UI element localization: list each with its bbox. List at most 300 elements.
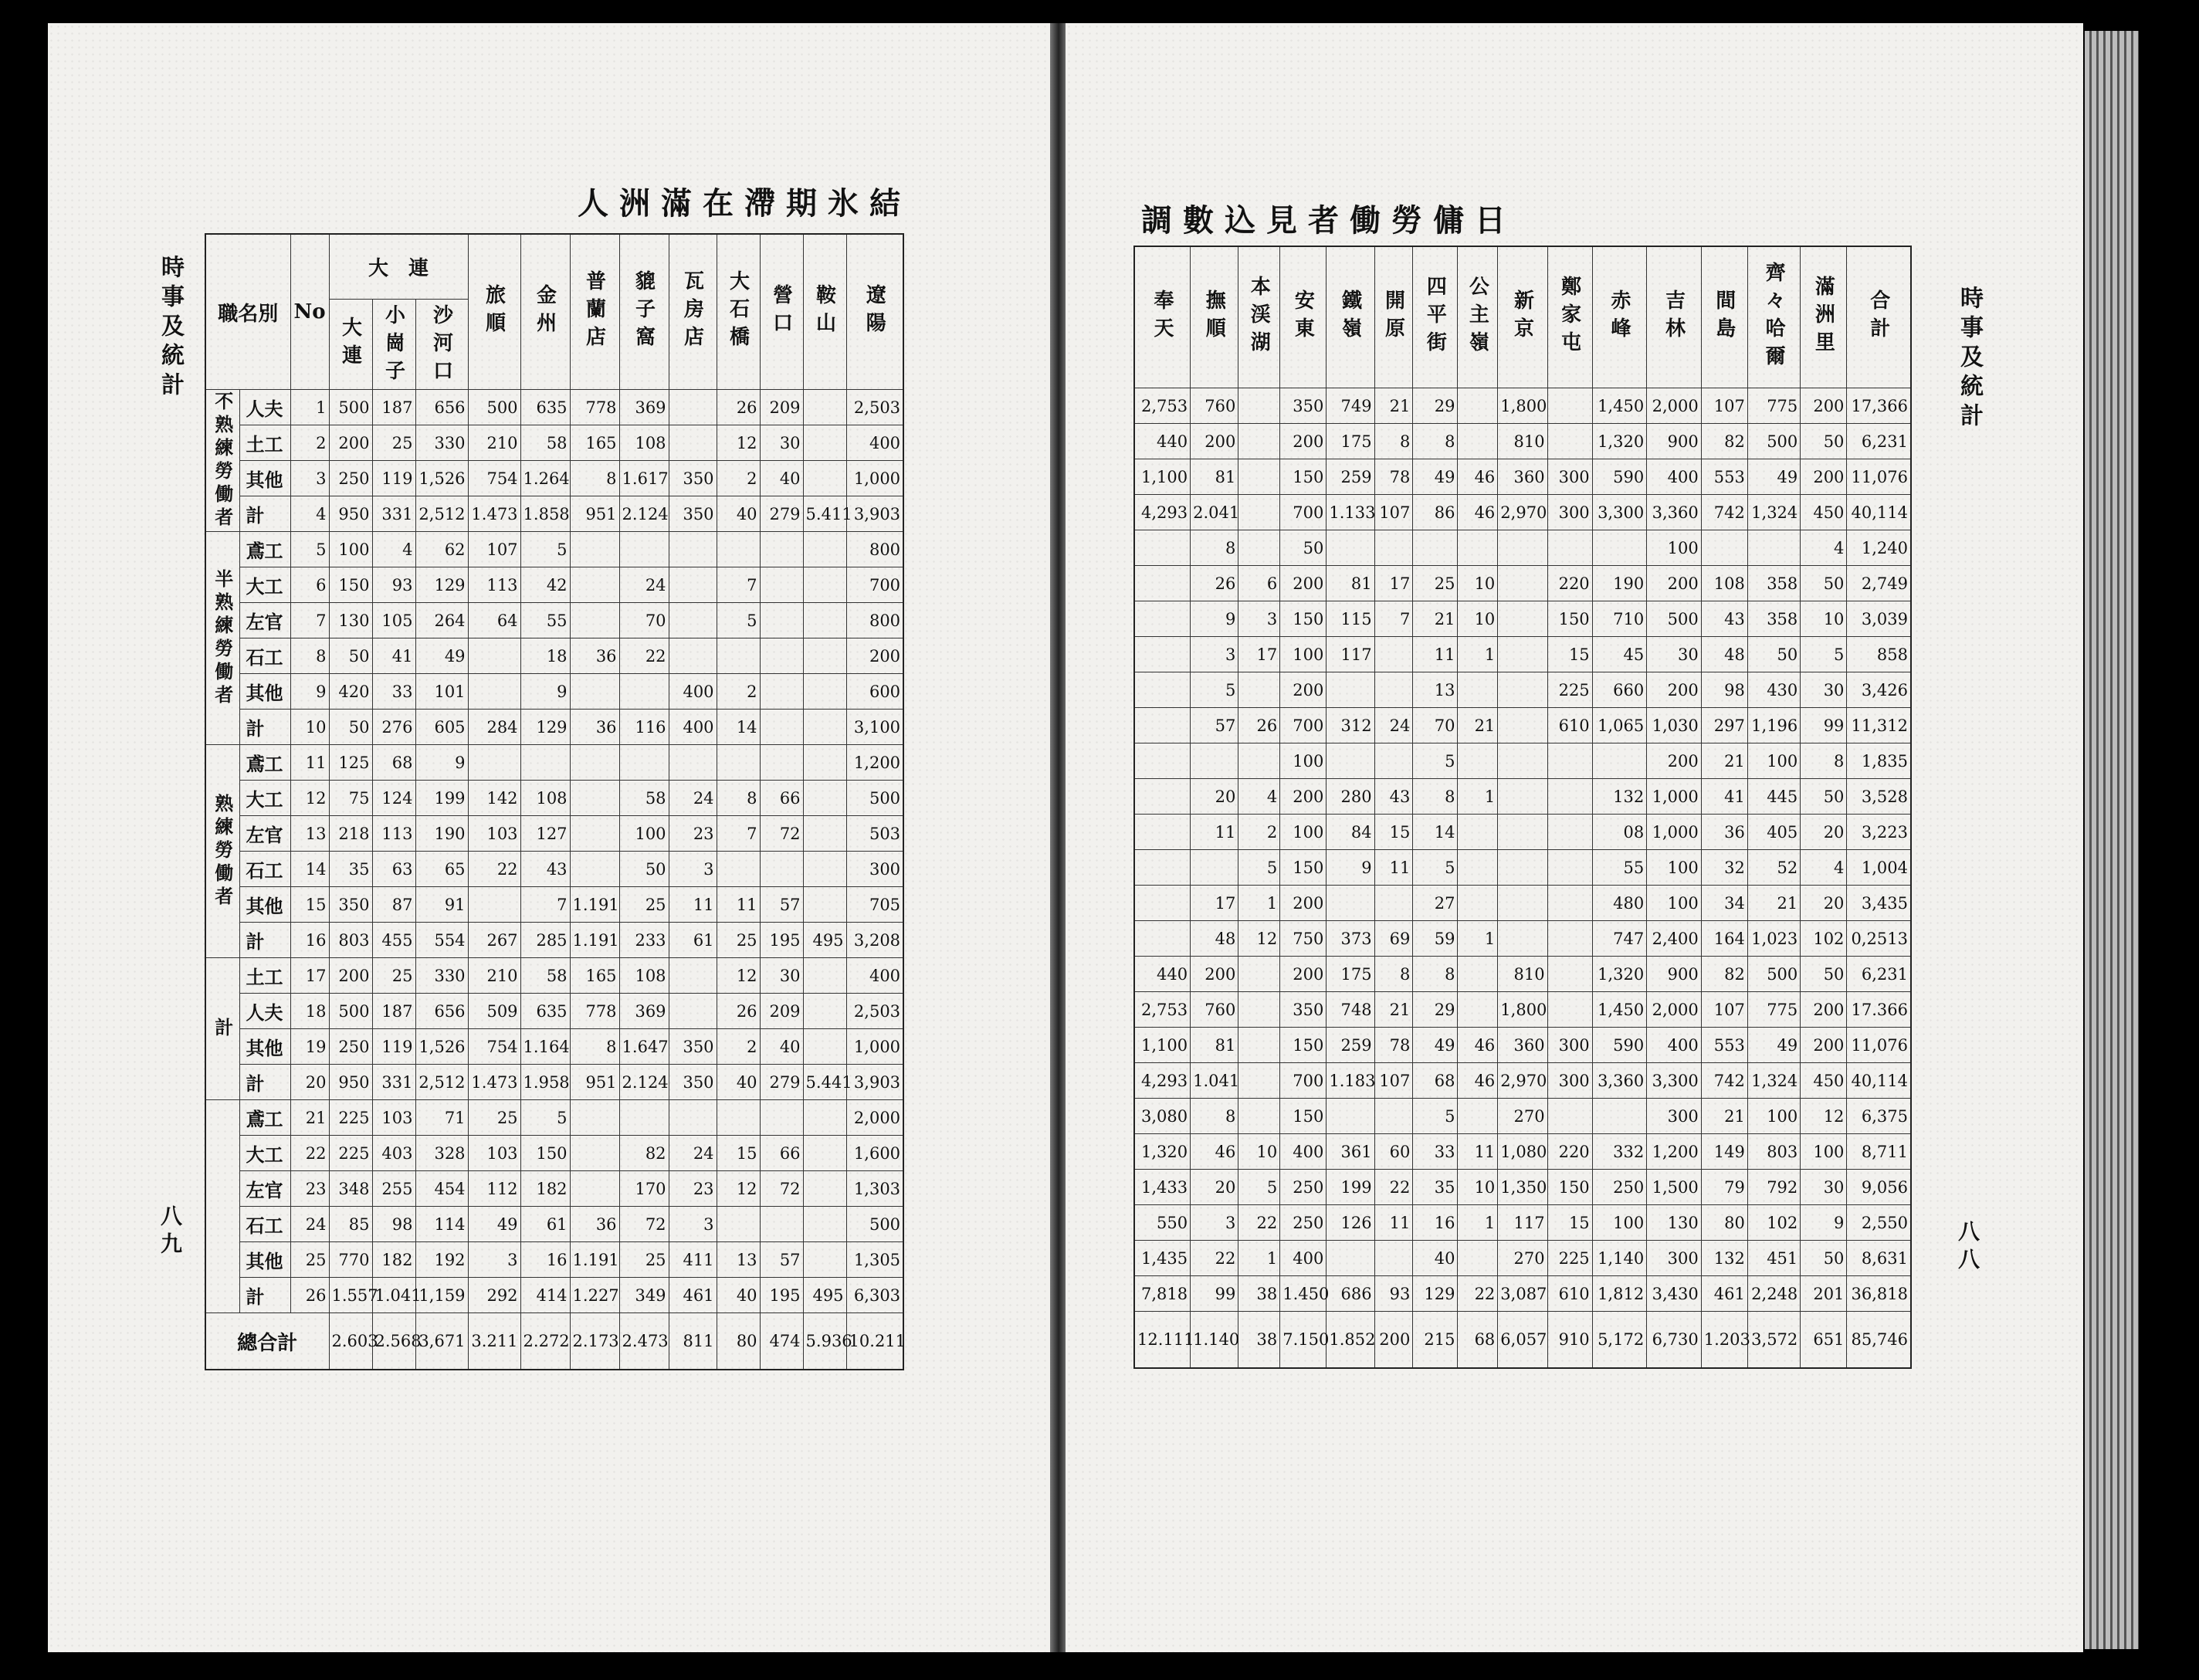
value-cell: 1,305	[846, 1242, 903, 1278]
value-cell	[1458, 992, 1498, 1028]
value-cell: 61	[669, 923, 717, 958]
occupation-label: 計	[239, 710, 290, 745]
table-row	[205, 567, 903, 603]
value-cell: 100	[1647, 850, 1702, 886]
value-cell: 79	[1701, 1170, 1747, 1205]
value-cell: 300	[1647, 1241, 1702, 1276]
value-cell	[1134, 530, 1191, 566]
value-cell: 100	[1280, 815, 1327, 850]
value-cell: 46	[1458, 1063, 1498, 1099]
value-cell: 126	[1327, 1205, 1374, 1241]
value-cell: 1.473	[468, 1065, 520, 1100]
column-header: 遼陽	[846, 234, 903, 390]
row-number: 9	[290, 674, 329, 710]
table-row	[205, 1278, 903, 1313]
value-cell: 8	[1374, 424, 1413, 459]
value-cell: 58	[619, 781, 669, 816]
value-cell: 36	[570, 1207, 619, 1242]
left-running-head: 時事及統計	[157, 255, 184, 401]
column-header: 吉林	[1647, 246, 1702, 388]
value-cell: 57	[760, 1242, 803, 1278]
value-cell	[570, 1100, 619, 1136]
value-cell: 49	[1747, 459, 1800, 495]
value-cell: 495	[803, 1278, 846, 1313]
value-cell: 105	[372, 603, 415, 638]
row-number: 10	[290, 710, 329, 745]
table-row	[1134, 495, 1911, 530]
value-cell: 1,320	[1592, 957, 1647, 992]
value-cell: 1,200	[1647, 1134, 1702, 1170]
value-cell: 2,512	[415, 1065, 468, 1100]
value-cell	[1747, 530, 1800, 566]
value-cell: 1,000	[1647, 815, 1702, 850]
value-cell: 480	[1592, 886, 1647, 921]
value-cell: 810	[1498, 424, 1547, 459]
value-cell: 82	[619, 1136, 669, 1171]
value-cell: 72	[760, 816, 803, 852]
row-number: 24	[290, 1207, 329, 1242]
occupation-label: 左官	[239, 1171, 290, 1207]
value-cell	[1458, 886, 1498, 921]
value-cell: 78	[1374, 1028, 1413, 1063]
value-cell	[1592, 1099, 1647, 1134]
value-cell: 5	[1413, 850, 1458, 886]
value-cell	[760, 638, 803, 674]
value-cell: 165	[570, 958, 619, 994]
value-cell: 22	[1238, 1205, 1280, 1241]
value-cell: 900	[1647, 957, 1702, 992]
value-cell: 2,000	[1647, 388, 1702, 424]
value-cell: 350	[669, 1065, 717, 1100]
value-cell: 17	[1374, 566, 1413, 601]
value-cell	[1134, 566, 1191, 601]
value-cell: 200	[1647, 566, 1702, 601]
value-cell	[803, 461, 846, 496]
value-cell: 553	[1701, 459, 1747, 495]
value-cell: 55	[520, 603, 570, 638]
value-cell	[1498, 921, 1547, 957]
value-cell: 420	[329, 674, 372, 710]
value-cell: 68	[372, 745, 415, 781]
value-cell	[717, 638, 760, 674]
table-row	[1134, 1134, 1911, 1170]
value-cell: 107	[1374, 1063, 1413, 1099]
value-cell: 300	[1547, 1028, 1592, 1063]
table-row	[1134, 530, 1911, 566]
occupation-label: 石工	[239, 638, 290, 674]
value-cell	[1134, 886, 1191, 921]
value-cell: 13	[1413, 672, 1458, 708]
value-cell	[1701, 530, 1747, 566]
value-cell: 656	[415, 390, 468, 425]
value-cell: 26	[717, 994, 760, 1029]
value-cell: 24	[1374, 708, 1413, 743]
value-cell: 225	[1547, 1241, 1592, 1276]
value-cell: 3	[669, 852, 717, 887]
value-cell: 33	[372, 674, 415, 710]
column-header: 間島	[1701, 246, 1747, 388]
value-cell: 14	[1413, 815, 1458, 850]
row-number: 17	[290, 958, 329, 994]
value-cell: 350	[669, 461, 717, 496]
value-cell	[570, 816, 619, 852]
value-cell	[1238, 1028, 1280, 1063]
value-cell	[803, 887, 846, 923]
value-cell: 285	[520, 923, 570, 958]
value-cell: 86	[1413, 495, 1458, 530]
value-cell: 150	[1280, 850, 1327, 886]
total-cell: 10.211	[846, 1313, 903, 1370]
row-number: 19	[290, 1029, 329, 1065]
value-cell: 33	[1413, 1134, 1458, 1170]
occupation-label: 大工	[239, 781, 290, 816]
value-cell: 1.041	[1191, 1063, 1238, 1099]
value-cell: 200	[1280, 566, 1327, 601]
value-cell: 8	[717, 781, 760, 816]
value-cell: 103	[468, 1136, 520, 1171]
value-cell: 40,114	[1847, 495, 1911, 530]
value-cell	[468, 887, 520, 923]
total-cell: 7.150	[1280, 1312, 1327, 1369]
table-row	[1134, 1170, 1911, 1205]
value-cell	[1458, 743, 1498, 779]
value-cell: 129	[1413, 1276, 1458, 1312]
value-cell: 21	[1374, 992, 1413, 1028]
value-cell: 16	[1413, 1205, 1458, 1241]
value-cell: 3,300	[1592, 495, 1647, 530]
value-cell: 190	[1592, 566, 1647, 601]
value-cell: 11	[669, 887, 717, 923]
value-cell	[1458, 1241, 1498, 1276]
row-number: 3	[290, 461, 329, 496]
row-number: 21	[290, 1100, 329, 1136]
table-row	[205, 781, 903, 816]
value-cell: 200	[329, 958, 372, 994]
value-cell: 210	[468, 425, 520, 461]
table-row	[205, 1171, 903, 1207]
value-cell: 11	[1374, 850, 1413, 886]
value-cell	[803, 710, 846, 745]
value-cell: 250	[1280, 1205, 1327, 1241]
table-row	[1134, 850, 1911, 886]
value-cell: 5	[1238, 850, 1280, 886]
occupation-label: 其他	[239, 1029, 290, 1065]
value-cell	[1238, 957, 1280, 992]
value-cell: 297	[1701, 708, 1747, 743]
value-cell: 803	[329, 923, 372, 958]
value-cell	[1498, 815, 1547, 850]
value-cell: 16	[520, 1242, 570, 1278]
value-cell	[803, 958, 846, 994]
value-cell	[1238, 1099, 1280, 1134]
total-row	[1134, 1312, 1911, 1369]
value-cell: 300	[1547, 459, 1592, 495]
group-label	[205, 1100, 239, 1313]
value-cell: 30	[1801, 1170, 1847, 1205]
value-cell: 10	[1458, 1170, 1498, 1205]
total-cell: 6,730	[1647, 1312, 1702, 1369]
total-cell: 215	[1413, 1312, 1458, 1369]
value-cell: 190	[415, 816, 468, 852]
column-header: 撫順	[1191, 246, 1238, 388]
value-cell: 127	[520, 816, 570, 852]
value-cell: 17,366	[1847, 388, 1911, 424]
value-cell: 900	[1647, 424, 1702, 459]
value-cell: 500	[1747, 424, 1800, 459]
value-cell: 200	[1801, 1028, 1847, 1063]
value-cell: 11	[1374, 1205, 1413, 1241]
value-cell: 8	[570, 461, 619, 496]
occupation-label: 其他	[239, 674, 290, 710]
value-cell: 43	[520, 852, 570, 887]
column-header: 四平街	[1413, 246, 1458, 388]
value-cell: 15	[1547, 637, 1592, 672]
value-cell: 500	[329, 994, 372, 1029]
value-cell: 129	[520, 710, 570, 745]
value-cell: 6,375	[1847, 1099, 1911, 1134]
occupation-label: 大工	[239, 1136, 290, 1171]
value-cell: 2,753	[1134, 992, 1191, 1028]
value-cell	[1374, 743, 1413, 779]
no-header: No	[290, 234, 329, 390]
value-cell: 64	[468, 603, 520, 638]
value-cell	[669, 532, 717, 567]
value-cell	[619, 674, 669, 710]
value-cell: 23	[669, 816, 717, 852]
value-cell: 7	[520, 887, 570, 923]
value-cell: 21	[1701, 743, 1747, 779]
value-cell: 500	[846, 781, 903, 816]
column-header: 小崗子	[372, 299, 415, 389]
value-cell: 3	[468, 1242, 520, 1278]
value-cell: 22	[1191, 1241, 1238, 1276]
row-number: 18	[290, 994, 329, 1029]
value-cell: 6,231	[1847, 424, 1911, 459]
value-cell: 276	[372, 710, 415, 745]
row-number: 2	[290, 425, 329, 461]
value-cell: 754	[468, 461, 520, 496]
value-cell	[1327, 530, 1374, 566]
value-cell	[1547, 779, 1592, 815]
value-cell: 400	[669, 674, 717, 710]
value-cell: 328	[415, 1136, 468, 1171]
value-cell: 200	[1801, 388, 1847, 424]
value-cell: 1,350	[1498, 1170, 1547, 1205]
value-cell	[669, 390, 717, 425]
table-row	[1134, 886, 1911, 921]
value-cell: 1,000	[1647, 779, 1702, 815]
value-cell: 5	[1801, 637, 1847, 672]
value-cell: 1,240	[1847, 530, 1911, 566]
value-cell: 3,435	[1847, 886, 1911, 921]
value-cell: 81	[1327, 566, 1374, 601]
value-cell: 2,000	[846, 1100, 903, 1136]
value-cell: 1,030	[1647, 708, 1702, 743]
occupation-label: 鳶工	[239, 532, 290, 567]
value-cell: 9	[415, 745, 468, 781]
value-cell: 300	[1547, 495, 1592, 530]
value-cell: 590	[1592, 1028, 1647, 1063]
table-row	[1134, 424, 1911, 459]
row-number: 15	[290, 887, 329, 923]
value-cell: 43	[1374, 779, 1413, 815]
value-cell: 1,320	[1592, 424, 1647, 459]
table-row	[205, 710, 903, 745]
column-header: 鐵嶺	[1327, 246, 1374, 388]
value-cell: 8	[1413, 424, 1458, 459]
value-cell: 800	[846, 532, 903, 567]
value-cell: 0,2513	[1847, 921, 1911, 957]
value-cell	[803, 1171, 846, 1207]
value-cell: 450	[1801, 1063, 1847, 1099]
value-cell: 150	[1280, 1099, 1327, 1134]
value-cell	[803, 603, 846, 638]
occupation-label: 計	[239, 923, 290, 958]
value-cell	[1327, 1099, 1374, 1134]
value-cell: 68	[1413, 1063, 1458, 1099]
value-cell	[1134, 708, 1191, 743]
value-cell: 72	[760, 1171, 803, 1207]
value-cell: 5	[717, 603, 760, 638]
value-cell: 22	[1374, 1170, 1413, 1205]
table-row	[1134, 779, 1911, 815]
value-cell	[803, 425, 846, 461]
value-cell	[803, 567, 846, 603]
left-page-number: 八九	[158, 1204, 183, 1260]
book-fold	[1050, 23, 1067, 1652]
value-cell: 99	[1191, 1276, 1238, 1312]
value-cell: 11	[1413, 637, 1458, 672]
value-cell: 200	[1191, 957, 1238, 992]
value-cell: 760	[1191, 388, 1238, 424]
value-cell: 350	[1280, 388, 1327, 424]
value-cell: 55	[1592, 850, 1647, 886]
total-cell: 1.140	[1191, 1312, 1238, 1369]
header-row	[1134, 246, 1911, 388]
value-cell	[1327, 1241, 1374, 1276]
value-cell: 2,503	[846, 994, 903, 1029]
value-cell	[570, 567, 619, 603]
value-cell: 5.411	[803, 496, 846, 532]
occupation-label: 計	[239, 1278, 290, 1313]
value-cell: 182	[372, 1242, 415, 1278]
value-cell: 1.191	[570, 887, 619, 923]
value-cell: 130	[1647, 1205, 1702, 1241]
value-cell: 91	[415, 887, 468, 923]
value-cell: 1,800	[1498, 992, 1547, 1028]
value-cell: 200	[1801, 992, 1847, 1028]
value-cell: 25	[468, 1100, 520, 1136]
value-cell: 358	[1747, 601, 1800, 637]
value-cell: 331	[372, 1065, 415, 1100]
value-cell: 1.133	[1327, 495, 1374, 530]
value-cell: 30	[1647, 637, 1702, 672]
value-cell: 1,324	[1747, 495, 1800, 530]
value-cell: 330	[415, 425, 468, 461]
table-row	[1134, 1063, 1911, 1099]
value-cell: 250	[329, 1029, 372, 1065]
value-cell: 24	[669, 1136, 717, 1171]
total-cell: 200	[1374, 1312, 1413, 1369]
value-cell: 3,426	[1847, 672, 1911, 708]
value-cell: 200	[1647, 743, 1702, 779]
value-cell: 4,293	[1134, 495, 1191, 530]
value-cell: 119	[372, 1029, 415, 1065]
value-cell: 3,360	[1592, 1063, 1647, 1099]
value-cell: 1,526	[415, 1029, 468, 1065]
value-cell: 200	[1280, 886, 1327, 921]
value-cell: 2	[717, 1029, 760, 1065]
value-cell: 49	[1747, 1028, 1800, 1063]
column-header: 大連	[329, 299, 372, 389]
column-header: 普蘭店	[570, 234, 619, 390]
total-cell: 811	[669, 1313, 717, 1370]
value-cell: 78	[1374, 459, 1413, 495]
value-cell: 142	[468, 781, 520, 816]
value-cell: 36	[570, 710, 619, 745]
value-cell	[1191, 743, 1238, 779]
value-cell: 400	[846, 425, 903, 461]
value-cell: 26	[1238, 708, 1280, 743]
value-cell: 125	[329, 745, 372, 781]
value-cell: 200	[1647, 672, 1702, 708]
value-cell	[1134, 743, 1191, 779]
value-cell: 20	[1191, 779, 1238, 815]
value-cell: 8	[570, 1029, 619, 1065]
table-row	[205, 532, 903, 567]
value-cell: 100	[329, 532, 372, 567]
value-cell: 300	[846, 852, 903, 887]
occupation-label: 土工	[239, 425, 290, 461]
table-row	[205, 425, 903, 461]
value-cell	[1547, 1099, 1592, 1134]
value-cell: 100	[619, 816, 669, 852]
value-cell: 350	[329, 887, 372, 923]
value-cell	[669, 603, 717, 638]
total-cell: 5.936	[803, 1313, 846, 1370]
left-page-title: 人洲滿在滯期氷結	[578, 185, 911, 222]
value-cell: 10	[1801, 601, 1847, 637]
value-cell: 15	[1547, 1205, 1592, 1241]
value-cell: 11	[717, 887, 760, 923]
value-cell	[1458, 850, 1498, 886]
value-cell: 119	[372, 461, 415, 496]
occupation-label: 大工	[239, 567, 290, 603]
value-cell: 400	[1280, 1134, 1327, 1170]
value-cell: 600	[846, 674, 903, 710]
row-number: 1	[290, 390, 329, 425]
value-cell	[1498, 743, 1547, 779]
value-cell: 8,631	[1847, 1241, 1911, 1276]
value-cell: 461	[669, 1278, 717, 1313]
occupation-label: 鳶工	[239, 1100, 290, 1136]
value-cell: 1.473	[468, 496, 520, 532]
value-cell	[1547, 992, 1592, 1028]
value-cell: 1,000	[846, 1029, 903, 1065]
value-cell: 605	[415, 710, 468, 745]
value-cell	[570, 532, 619, 567]
total-row	[205, 1313, 903, 1370]
value-cell: 1	[1238, 886, 1280, 921]
value-cell	[1498, 850, 1547, 886]
value-cell	[1327, 886, 1374, 921]
value-cell: 69	[1374, 921, 1413, 957]
value-cell: 1.647	[619, 1029, 669, 1065]
value-cell: 187	[372, 994, 415, 1029]
value-cell: 50	[1747, 637, 1800, 672]
value-cell: 2,753	[1134, 388, 1191, 424]
value-cell	[717, 532, 760, 567]
